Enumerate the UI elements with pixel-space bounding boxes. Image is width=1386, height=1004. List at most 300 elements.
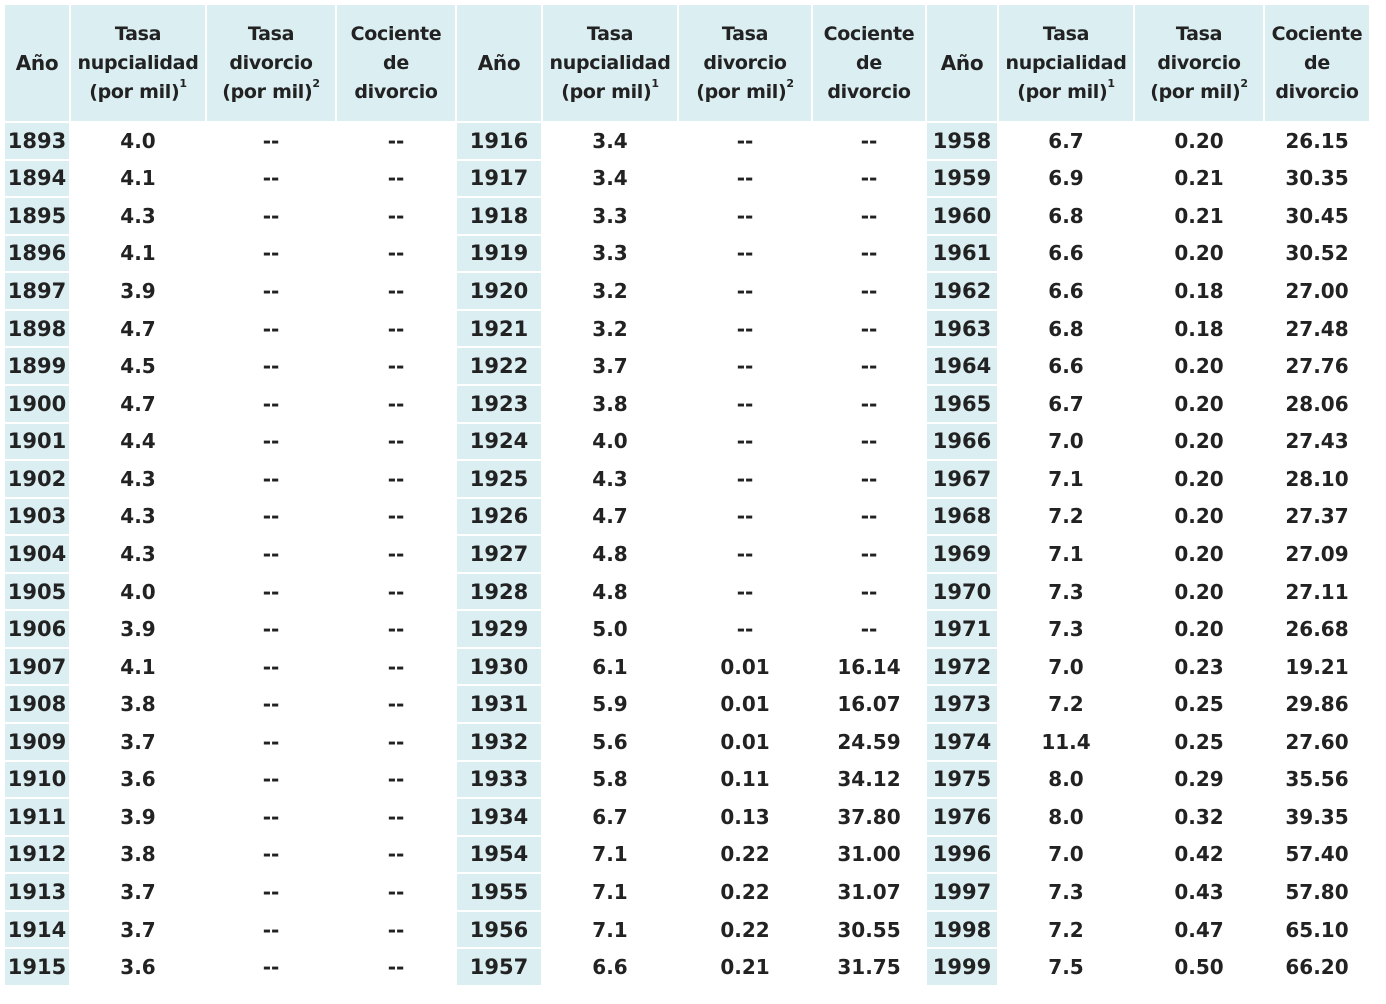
year-cell: 1911 bbox=[4, 798, 70, 836]
col-header-divorce-rate: Tasa divorcio (por mil)$^2$ bbox=[678, 4, 812, 122]
marriage-rate-cell: 5.9 bbox=[542, 685, 678, 723]
marriage-rate-cell: 4.7 bbox=[70, 310, 206, 348]
year-cell: 1965 bbox=[926, 385, 998, 423]
table-row bbox=[4, 948, 1370, 986]
divorce-ratio-cell: 26.68 bbox=[1264, 610, 1370, 648]
year-cell: 1923 bbox=[456, 385, 542, 423]
year-cell: 1908 bbox=[4, 685, 70, 723]
year-cell: 1929 bbox=[456, 610, 542, 648]
col-header-divorce-ratio: Cociente de divorcio bbox=[1264, 4, 1370, 122]
divorce-ratio-cell: 27.09 bbox=[1264, 535, 1370, 573]
divorce-rate-cell: -- bbox=[678, 347, 812, 385]
year-cell: 1909 bbox=[4, 723, 70, 761]
col-header-marriage-rate: Tasa nupcialidad (por mil)$^1$ bbox=[998, 4, 1134, 122]
year-cell: 1913 bbox=[4, 873, 70, 911]
divorce-rate-cell: 0.22 bbox=[678, 873, 812, 911]
year-cell: 1957 bbox=[456, 948, 542, 986]
divorce-rate-cell: 0.42 bbox=[1134, 836, 1264, 874]
divorce-ratio-cell: -- bbox=[812, 122, 926, 160]
divorce-rate-cell: -- bbox=[678, 197, 812, 235]
divorce-ratio-cell: -- bbox=[336, 460, 456, 498]
year-cell: 1967 bbox=[926, 460, 998, 498]
marriage-rate-cell: 3.6 bbox=[70, 948, 206, 986]
divorce-ratio-cell: 28.06 bbox=[1264, 385, 1370, 423]
marriage-rate-cell: 7.1 bbox=[998, 460, 1134, 498]
divorce-ratio-cell: -- bbox=[336, 535, 456, 573]
table-row bbox=[4, 535, 1370, 573]
divorce-rate-cell: -- bbox=[206, 948, 336, 986]
divorce-ratio-cell: 29.86 bbox=[1264, 685, 1370, 723]
divorce-ratio-cell: -- bbox=[336, 685, 456, 723]
year-cell: 1974 bbox=[926, 723, 998, 761]
year-cell: 1921 bbox=[456, 310, 542, 348]
year-cell: 1971 bbox=[926, 610, 998, 648]
divorce-rate-cell: -- bbox=[206, 347, 336, 385]
year-cell: 1898 bbox=[4, 310, 70, 348]
divorce-rate-cell: -- bbox=[678, 535, 812, 573]
divorce-rate-cell: 0.20 bbox=[1134, 573, 1264, 611]
table-row bbox=[4, 310, 1370, 348]
divorce-ratio-cell: 30.45 bbox=[1264, 197, 1370, 235]
year-cell: 1928 bbox=[456, 573, 542, 611]
marriage-rate-cell: 7.2 bbox=[998, 498, 1134, 536]
divorce-rate-cell: -- bbox=[206, 723, 336, 761]
year-cell: 1975 bbox=[926, 761, 998, 799]
year-cell: 1999 bbox=[926, 948, 998, 986]
year-cell: 1900 bbox=[4, 385, 70, 423]
marriage-rate-cell: 6.6 bbox=[998, 347, 1134, 385]
marriage-rate-cell: 7.2 bbox=[998, 911, 1134, 949]
divorce-rate-cell: 0.18 bbox=[1134, 310, 1264, 348]
divorce-ratio-cell: -- bbox=[336, 385, 456, 423]
year-cell: 1901 bbox=[4, 423, 70, 461]
year-cell: 1955 bbox=[456, 873, 542, 911]
marriage-rate-cell: 3.3 bbox=[542, 235, 678, 273]
divorce-rate-cell: -- bbox=[206, 197, 336, 235]
divorce-rate-cell: -- bbox=[678, 498, 812, 536]
marriage-rate-cell: 7.1 bbox=[542, 836, 678, 874]
marriage-rate-cell: 4.1 bbox=[70, 235, 206, 273]
divorce-ratio-cell: -- bbox=[336, 798, 456, 836]
marriage-rate-cell: 3.7 bbox=[70, 873, 206, 911]
divorce-ratio-cell: -- bbox=[812, 235, 926, 273]
divorce-ratio-cell: -- bbox=[336, 648, 456, 686]
year-cell: 1917 bbox=[456, 160, 542, 198]
table-row bbox=[4, 235, 1370, 273]
divorce-rate-cell: -- bbox=[206, 160, 336, 198]
col-header-marriage-rate: Tasa nupcialidad (por mil)$^1$ bbox=[70, 4, 206, 122]
divorce-rate-cell: -- bbox=[206, 836, 336, 874]
col-header-marriage-rate: Tasa nupcialidad (por mil)$^1$ bbox=[542, 4, 678, 122]
table-row bbox=[4, 798, 1370, 836]
divorce-ratio-cell: -- bbox=[336, 610, 456, 648]
divorce-rate-cell: -- bbox=[206, 798, 336, 836]
marriage-rate-cell: 4.1 bbox=[70, 648, 206, 686]
divorce-rate-cell: 0.25 bbox=[1134, 723, 1264, 761]
col-header-divorce-rate: Tasa divorcio (por mil)$^2$ bbox=[1134, 4, 1264, 122]
divorce-rate-cell: -- bbox=[678, 122, 812, 160]
marriage-rate-cell: 8.0 bbox=[998, 761, 1134, 799]
marriage-rate-cell: 7.5 bbox=[998, 948, 1134, 986]
divorce-ratio-cell: -- bbox=[812, 385, 926, 423]
divorce-rate-cell: -- bbox=[206, 385, 336, 423]
divorce-ratio-cell: -- bbox=[336, 197, 456, 235]
divorce-ratio-cell: 30.55 bbox=[812, 911, 926, 949]
marriage-rate-cell: 4.3 bbox=[70, 498, 206, 536]
divorce-rate-cell: 0.21 bbox=[678, 948, 812, 986]
divorce-ratio-cell: -- bbox=[812, 197, 926, 235]
col-header-divorce-ratio: Cociente de divorcio bbox=[336, 4, 456, 122]
table-row bbox=[4, 423, 1370, 461]
divorce-ratio-cell: 19.21 bbox=[1264, 648, 1370, 686]
divorce-ratio-cell: -- bbox=[336, 836, 456, 874]
divorce-ratio-cell: -- bbox=[812, 160, 926, 198]
divorce-rate-cell: 0.13 bbox=[678, 798, 812, 836]
divorce-ratio-cell: 66.20 bbox=[1264, 948, 1370, 986]
divorce-rate-cell: -- bbox=[678, 160, 812, 198]
marriage-rate-cell: 6.8 bbox=[998, 197, 1134, 235]
year-cell: 1954 bbox=[456, 836, 542, 874]
col-header-divorce-rate: Tasa divorcio (por mil)$^2$ bbox=[206, 4, 336, 122]
divorce-rate-cell: -- bbox=[678, 610, 812, 648]
year-cell: 1956 bbox=[456, 911, 542, 949]
year-cell: 1997 bbox=[926, 873, 998, 911]
table-row bbox=[4, 385, 1370, 423]
divorce-rate-cell: -- bbox=[206, 235, 336, 273]
year-cell: 1903 bbox=[4, 498, 70, 536]
year-cell: 1905 bbox=[4, 573, 70, 611]
divorce-ratio-cell: 16.07 bbox=[812, 685, 926, 723]
divorce-rate-cell: 0.20 bbox=[1134, 535, 1264, 573]
divorce-ratio-cell: -- bbox=[336, 873, 456, 911]
divorce-ratio-cell: 37.80 bbox=[812, 798, 926, 836]
divorce-ratio-cell: 24.59 bbox=[812, 723, 926, 761]
marriage-rate-cell: 4.3 bbox=[70, 197, 206, 235]
year-cell: 1972 bbox=[926, 648, 998, 686]
table-row bbox=[4, 160, 1370, 198]
year-cell: 1963 bbox=[926, 310, 998, 348]
year-cell: 1966 bbox=[926, 423, 998, 461]
year-cell: 1960 bbox=[926, 197, 998, 235]
year-cell: 1934 bbox=[456, 798, 542, 836]
year-cell: 1961 bbox=[926, 235, 998, 273]
marriage-rate-cell: 3.7 bbox=[70, 911, 206, 949]
divorce-rate-cell: 0.20 bbox=[1134, 460, 1264, 498]
year-cell: 1996 bbox=[926, 836, 998, 874]
divorce-rate-cell: -- bbox=[206, 873, 336, 911]
divorce-rate-cell: 0.22 bbox=[678, 836, 812, 874]
year-cell: 1907 bbox=[4, 648, 70, 686]
marriage-rate-cell: 7.1 bbox=[542, 911, 678, 949]
divorce-rate-cell: -- bbox=[678, 272, 812, 310]
col-header-divorce-ratio: Cociente de divorcio bbox=[812, 4, 926, 122]
divorce-ratio-cell: 27.37 bbox=[1264, 498, 1370, 536]
divorce-rate-cell: 0.01 bbox=[678, 685, 812, 723]
marriage-rate-cell: 3.4 bbox=[542, 160, 678, 198]
divorce-rate-cell: 0.22 bbox=[678, 911, 812, 949]
year-cell: 1915 bbox=[4, 948, 70, 986]
marriage-rate-cell: 7.0 bbox=[998, 423, 1134, 461]
divorce-rate-cell: 0.20 bbox=[1134, 423, 1264, 461]
divorce-rate-cell: 0.18 bbox=[1134, 272, 1264, 310]
marriage-rate-cell: 3.9 bbox=[70, 272, 206, 310]
marriage-rate-cell: 3.7 bbox=[70, 723, 206, 761]
year-cell: 1930 bbox=[456, 648, 542, 686]
marriage-rate-cell: 7.1 bbox=[998, 535, 1134, 573]
divorce-ratio-cell: -- bbox=[812, 535, 926, 573]
marriage-rate-cell: 5.6 bbox=[542, 723, 678, 761]
divorce-rate-cell: 0.20 bbox=[1134, 385, 1264, 423]
table-row bbox=[4, 122, 1370, 160]
divorce-ratio-cell: -- bbox=[336, 423, 456, 461]
divorce-ratio-cell: 39.35 bbox=[1264, 798, 1370, 836]
year-cell: 1964 bbox=[926, 347, 998, 385]
marriage-rate-cell: 3.8 bbox=[542, 385, 678, 423]
divorce-rate-cell: 0.23 bbox=[1134, 648, 1264, 686]
divorce-rate-cell: 0.50 bbox=[1134, 948, 1264, 986]
year-cell: 1894 bbox=[4, 160, 70, 198]
marriage-rate-cell: 3.7 bbox=[542, 347, 678, 385]
table-row bbox=[4, 573, 1370, 611]
marriage-rate-cell: 3.9 bbox=[70, 610, 206, 648]
marriage-rate-cell: 4.7 bbox=[70, 385, 206, 423]
marriage-rate-cell: 5.8 bbox=[542, 761, 678, 799]
col-header-year: Año bbox=[4, 4, 70, 122]
divorce-ratio-cell: 27.76 bbox=[1264, 347, 1370, 385]
marriage-rate-cell: 6.7 bbox=[542, 798, 678, 836]
divorce-rate-cell: -- bbox=[206, 272, 336, 310]
table-row bbox=[4, 610, 1370, 648]
table-row bbox=[4, 911, 1370, 949]
divorce-rate-cell: 0.21 bbox=[1134, 160, 1264, 198]
year-cell: 1922 bbox=[456, 347, 542, 385]
marriage-rate-cell: 6.6 bbox=[542, 948, 678, 986]
marriage-rate-cell: 3.8 bbox=[70, 685, 206, 723]
year-cell: 1904 bbox=[4, 535, 70, 573]
divorce-ratio-cell: 30.35 bbox=[1264, 160, 1370, 198]
year-cell: 1931 bbox=[456, 685, 542, 723]
divorce-rate-cell: 0.01 bbox=[678, 723, 812, 761]
year-cell: 1968 bbox=[926, 498, 998, 536]
divorce-ratio-cell: -- bbox=[336, 948, 456, 986]
marriage-rate-cell: 4.7 bbox=[542, 498, 678, 536]
year-cell: 1895 bbox=[4, 197, 70, 235]
year-cell: 1962 bbox=[926, 272, 998, 310]
marriage-rate-cell: 7.3 bbox=[998, 573, 1134, 611]
marriage-rate-cell: 3.4 bbox=[542, 122, 678, 160]
divorce-ratio-cell: 57.40 bbox=[1264, 836, 1370, 874]
divorce-ratio-cell: 34.12 bbox=[812, 761, 926, 799]
year-cell: 1914 bbox=[4, 911, 70, 949]
divorce-rate-cell: -- bbox=[678, 235, 812, 273]
divorce-ratio-cell: 27.60 bbox=[1264, 723, 1370, 761]
divorce-rate-cell: 0.43 bbox=[1134, 873, 1264, 911]
divorce-ratio-cell: -- bbox=[812, 573, 926, 611]
divorce-ratio-cell: 28.10 bbox=[1264, 460, 1370, 498]
divorce-rate-cell: 0.20 bbox=[1134, 347, 1264, 385]
col-header-year: Año bbox=[456, 4, 542, 122]
marriage-rate-cell: 5.0 bbox=[542, 610, 678, 648]
marriage-rate-cell: 4.0 bbox=[70, 573, 206, 611]
year-cell: 1893 bbox=[4, 122, 70, 160]
year-cell: 1919 bbox=[456, 235, 542, 273]
divorce-rate-cell: 0.25 bbox=[1134, 685, 1264, 723]
divorce-rate-cell: -- bbox=[206, 423, 336, 461]
year-cell: 1912 bbox=[4, 836, 70, 874]
divorce-ratio-cell: -- bbox=[336, 310, 456, 348]
year-cell: 1918 bbox=[456, 197, 542, 235]
marriage-rate-cell: 6.9 bbox=[998, 160, 1134, 198]
year-cell: 1897 bbox=[4, 272, 70, 310]
marriage-rate-cell: 6.8 bbox=[998, 310, 1134, 348]
divorce-rate-cell: -- bbox=[206, 310, 336, 348]
divorce-ratio-cell: -- bbox=[336, 272, 456, 310]
divorce-ratio-cell: -- bbox=[336, 347, 456, 385]
year-cell: 1976 bbox=[926, 798, 998, 836]
divorce-ratio-cell: -- bbox=[336, 761, 456, 799]
table-row bbox=[4, 761, 1370, 799]
year-cell: 1998 bbox=[926, 911, 998, 949]
year-cell: 1970 bbox=[926, 573, 998, 611]
marriage-rate-cell: 3.8 bbox=[70, 836, 206, 874]
divorce-ratio-cell: -- bbox=[812, 423, 926, 461]
table-row bbox=[4, 460, 1370, 498]
divorce-rate-cell: -- bbox=[678, 573, 812, 611]
divorce-ratio-cell: 27.11 bbox=[1264, 573, 1370, 611]
divorce-rate-cell: -- bbox=[678, 423, 812, 461]
table-row bbox=[4, 723, 1370, 761]
divorce-rate-cell: -- bbox=[678, 460, 812, 498]
divorce-ratio-cell: -- bbox=[336, 723, 456, 761]
divorce-rate-cell: -- bbox=[206, 535, 336, 573]
marriage-rate-cell: 7.0 bbox=[998, 648, 1134, 686]
year-cell: 1902 bbox=[4, 460, 70, 498]
marriage-rate-cell: 7.3 bbox=[998, 610, 1134, 648]
data-table-frame bbox=[4, 4, 1370, 986]
divorce-rate-cell: 0.29 bbox=[1134, 761, 1264, 799]
divorce-ratio-cell: -- bbox=[336, 160, 456, 198]
marriage-rate-cell: 3.2 bbox=[542, 310, 678, 348]
divorce-ratio-cell: 27.48 bbox=[1264, 310, 1370, 348]
divorce-rate-cell: -- bbox=[206, 573, 336, 611]
table-row bbox=[4, 498, 1370, 536]
year-cell: 1969 bbox=[926, 535, 998, 573]
divorce-ratio-cell: -- bbox=[812, 310, 926, 348]
divorce-rate-cell: -- bbox=[206, 761, 336, 799]
divorce-rate-cell: -- bbox=[206, 610, 336, 648]
divorce-ratio-cell: -- bbox=[812, 347, 926, 385]
marriage-rate-cell: 6.1 bbox=[542, 648, 678, 686]
marriage-divorce-table bbox=[4, 4, 1370, 986]
divorce-rate-cell: -- bbox=[206, 685, 336, 723]
marriage-rate-cell: 4.0 bbox=[70, 122, 206, 160]
year-cell: 1925 bbox=[456, 460, 542, 498]
marriage-rate-cell: 4.1 bbox=[70, 160, 206, 198]
divorce-rate-cell: -- bbox=[678, 385, 812, 423]
table-row bbox=[4, 197, 1370, 235]
divorce-rate-cell: -- bbox=[678, 310, 812, 348]
header-row bbox=[4, 4, 1370, 122]
divorce-ratio-cell: -- bbox=[336, 122, 456, 160]
divorce-ratio-cell: 26.15 bbox=[1264, 122, 1370, 160]
marriage-rate-cell: 4.0 bbox=[542, 423, 678, 461]
marriage-rate-cell: 4.8 bbox=[542, 573, 678, 611]
marriage-rate-cell: 3.9 bbox=[70, 798, 206, 836]
marriage-rate-cell: 6.7 bbox=[998, 385, 1134, 423]
marriage-rate-cell: 8.0 bbox=[998, 798, 1134, 836]
divorce-ratio-cell: 35.56 bbox=[1264, 761, 1370, 799]
divorce-ratio-cell: -- bbox=[812, 498, 926, 536]
marriage-rate-cell: 4.3 bbox=[542, 460, 678, 498]
divorce-ratio-cell: 30.52 bbox=[1264, 235, 1370, 273]
divorce-rate-cell: 0.32 bbox=[1134, 798, 1264, 836]
marriage-rate-cell: 7.3 bbox=[998, 873, 1134, 911]
year-cell: 1959 bbox=[926, 160, 998, 198]
year-cell: 1916 bbox=[456, 122, 542, 160]
divorce-ratio-cell: -- bbox=[336, 573, 456, 611]
year-cell: 1896 bbox=[4, 235, 70, 273]
marriage-rate-cell: 3.2 bbox=[542, 272, 678, 310]
marriage-rate-cell: 4.3 bbox=[70, 460, 206, 498]
divorce-rate-cell: -- bbox=[206, 460, 336, 498]
year-cell: 1973 bbox=[926, 685, 998, 723]
table-row bbox=[4, 272, 1370, 310]
divorce-ratio-cell: -- bbox=[336, 911, 456, 949]
year-cell: 1924 bbox=[456, 423, 542, 461]
divorce-rate-cell: 0.01 bbox=[678, 648, 812, 686]
divorce-rate-cell: 0.20 bbox=[1134, 498, 1264, 536]
divorce-rate-cell: 0.21 bbox=[1134, 197, 1264, 235]
marriage-rate-cell: 3.6 bbox=[70, 761, 206, 799]
year-cell: 1926 bbox=[456, 498, 542, 536]
table-row bbox=[4, 347, 1370, 385]
year-cell: 1920 bbox=[456, 272, 542, 310]
year-cell: 1899 bbox=[4, 347, 70, 385]
marriage-rate-cell: 11.4 bbox=[998, 723, 1134, 761]
marriage-rate-cell: 4.5 bbox=[70, 347, 206, 385]
divorce-ratio-cell: 27.43 bbox=[1264, 423, 1370, 461]
marriage-rate-cell: 3.3 bbox=[542, 197, 678, 235]
divorce-ratio-cell: 65.10 bbox=[1264, 911, 1370, 949]
year-cell: 1910 bbox=[4, 761, 70, 799]
divorce-rate-cell: -- bbox=[206, 498, 336, 536]
divorce-rate-cell: -- bbox=[206, 122, 336, 160]
marriage-rate-cell: 7.1 bbox=[542, 873, 678, 911]
marriage-rate-cell: 6.6 bbox=[998, 272, 1134, 310]
table-row bbox=[4, 836, 1370, 874]
marriage-rate-cell: 4.8 bbox=[542, 535, 678, 573]
marriage-rate-cell: 4.4 bbox=[70, 423, 206, 461]
divorce-rate-cell: 0.11 bbox=[678, 761, 812, 799]
divorce-ratio-cell: -- bbox=[812, 460, 926, 498]
year-cell: 1927 bbox=[456, 535, 542, 573]
marriage-rate-cell: 7.0 bbox=[998, 836, 1134, 874]
marriage-rate-cell: 6.7 bbox=[998, 122, 1134, 160]
divorce-ratio-cell: -- bbox=[812, 272, 926, 310]
divorce-rate-cell: 0.20 bbox=[1134, 235, 1264, 273]
divorce-ratio-cell: 27.00 bbox=[1264, 272, 1370, 310]
divorce-rate-cell: 0.47 bbox=[1134, 911, 1264, 949]
divorce-rate-cell: -- bbox=[206, 911, 336, 949]
table-row bbox=[4, 873, 1370, 911]
year-cell: 1906 bbox=[4, 610, 70, 648]
year-cell: 1932 bbox=[456, 723, 542, 761]
divorce-ratio-cell: -- bbox=[336, 498, 456, 536]
divorce-ratio-cell: -- bbox=[336, 235, 456, 273]
divorce-rate-cell: 0.20 bbox=[1134, 122, 1264, 160]
marriage-rate-cell: 4.3 bbox=[70, 535, 206, 573]
divorce-ratio-cell: 31.00 bbox=[812, 836, 926, 874]
